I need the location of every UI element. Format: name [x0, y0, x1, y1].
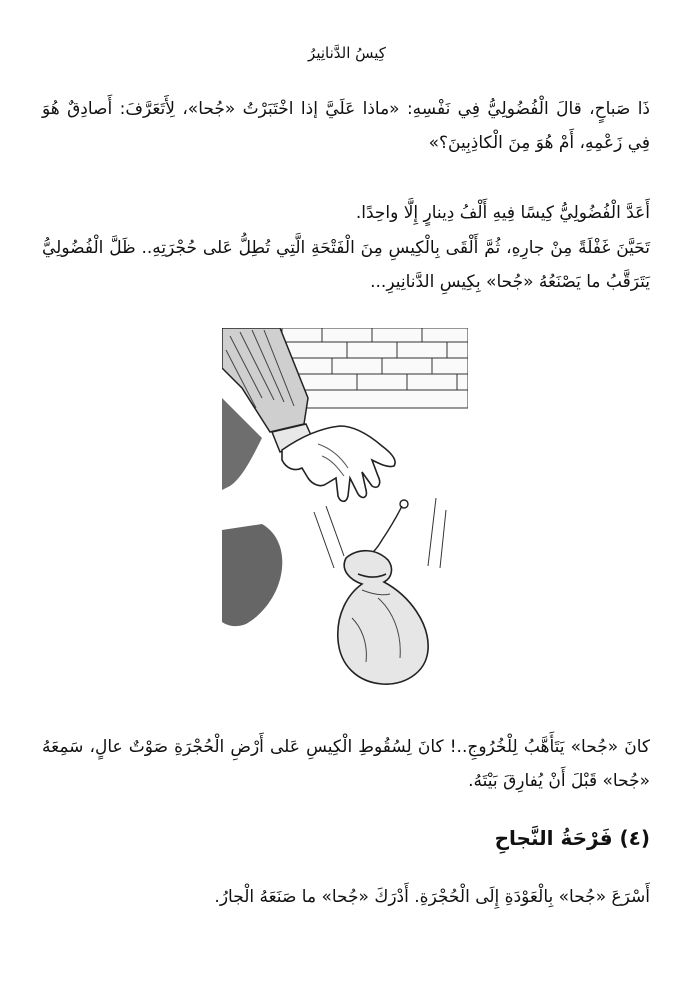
paragraph-2: أَعَدَّ الْفُضُولِيُّ كِيسًا فِيهِ أَلْفُ دِينارٍ إِلَّا واحِدًا.: [355, 203, 650, 223]
paragraph-3: تَحَيَّنَ غَفْلَةً مِنْ جارِهِ، ثُمَّ أَلْقَى بِالْكِيسِ مِنَ الْفَتْحَةِ الَّتِي تُطِلُّ عَلى حُجْرَتِهِ.. ظَلَّ الْفُضُولِيُّ يَتَرَقَّبُ ما يَصْنَعُهُ «جُحا» بِكِيسِ الدَّنانِيرِ...: [42, 238, 650, 292]
section-heading: (٤) فَرْحَةُ النَّجاحِ: [494, 826, 650, 850]
paragraph-4: كانَ «جُحا» يَتَأَهَّبُ لِلْخُرُوجِ..! كانَ لِسُقُوطِ الْكِيسِ عَلى أَرْضِ الْحُجْرَةِ صَوْتٌ عالٍ، سَمِعَهُ «جُحا» قَبْلَ أَنْ يُفارِقَ بَيْتَهُ.: [42, 737, 650, 791]
running-head: كِيسُ الدَّنانِيرُ: [308, 44, 386, 62]
brick-wall: [282, 328, 468, 408]
bag-shadow: [222, 524, 282, 626]
hand-dropping-money-bag-illustration: [222, 328, 468, 690]
paragraph-5: أَسْرَعَ «جُحا» بِالْعَوْدَةِ إِلَى الْحُجْرَةِ. أَدْرَكَ «جُحا» ما صَنَعَهُ الْجارُ.: [214, 887, 650, 907]
money-bag-icon: [338, 551, 428, 684]
hand-shadow: [222, 398, 262, 490]
paragraph-1: ذَا صَباحٍ، قالَ الْفُضُولِيُّ فِي نَفْسِهِ: «ماذا عَلَيَّ إذا اخْتَبَرْتُ «جُحا»، لِأَتَعَرَّفَ: أَصادِقٌ هُوَ فِي زَعْمِهِ، أَمْ هُوَ مِنَ الْكاذِبِينَ؟»: [42, 99, 650, 153]
